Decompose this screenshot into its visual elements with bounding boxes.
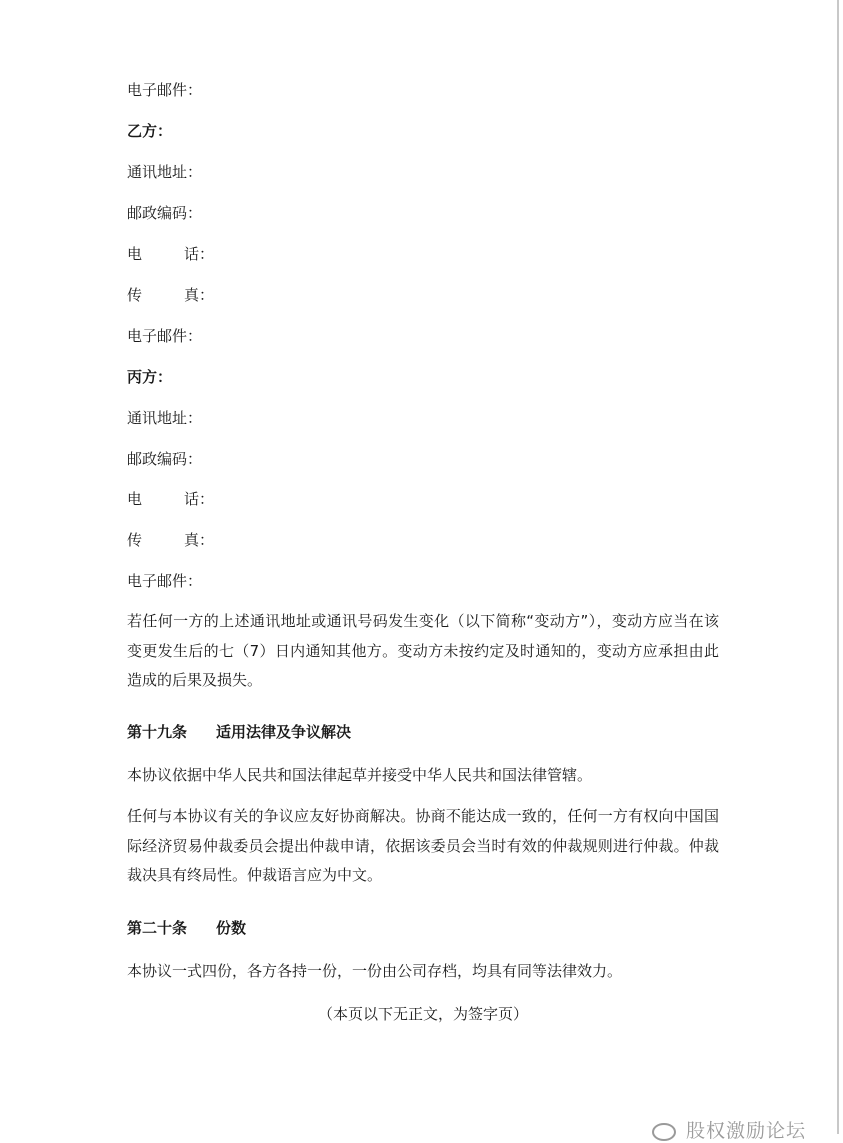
partyB-phone-char1: 电 <box>127 245 143 263</box>
partyC-fax-label <box>127 530 214 550</box>
partyC-phone-label <box>127 489 214 509</box>
partyB-postcode-label: 邮政编码： <box>127 204 203 222</box>
partyC-address-label: 通讯地址： <box>127 409 203 427</box>
partyB-email-label: 电子邮件： <box>127 327 203 345</box>
article-19-heading <box>127 722 351 742</box>
article-19-title: 适用法律及争议解决 <box>216 723 352 741</box>
partyA-email-label: 电子邮件： <box>127 81 203 99</box>
article-19-number: 第十九条 <box>127 723 188 741</box>
partyB-phone-char2: 话： <box>184 245 215 263</box>
partyB-phone-label <box>127 244 214 264</box>
partyB-address-label: 通讯地址： <box>127 163 203 181</box>
partyC-title: 丙方： <box>127 368 173 386</box>
article-19-paragraph-2: 任何与本协议有关的争议应友好协商解决。协商不能达成一致的，任何一方有权向中国国际经济贸易仲裁委员会提出仲裁申请，依据该委员会当时有效的仲裁规则进行仲裁。仲裁裁决具有终局性。仲裁语言应为中文。 <box>127 807 719 884</box>
watermark <box>652 1116 806 1143</box>
partyB-fax-char1: 传 <box>127 286 143 304</box>
article-20-title: 份数 <box>216 919 247 937</box>
watermark-text: 股权激励论坛 <box>686 1120 807 1142</box>
wechat-icon <box>652 1123 676 1141</box>
partyB-fax-char2: 真： <box>184 286 215 304</box>
partyC-fax-char1: 传 <box>127 531 143 549</box>
partyC-email-label: 电子邮件： <box>127 572 203 590</box>
partyB-fax-label <box>127 285 214 305</box>
article-19-paragraph-1: 本协议依据中华人民共和国法律起草并接受中华人民共和国法律管辖。 <box>127 766 593 784</box>
end-of-text-note: （本页以下无正文，为签字页） <box>317 1005 528 1023</box>
page-edge <box>837 0 839 1134</box>
change-notice-paragraph: 若任何一方的上述通讯地址或通讯号码发生变化（以下简称“变动方”），变动方应当在该变更发生后的七（7）日内通知其他方。变动方未按约定及时通知的，变动方应承担由此造成的后果及损失。 <box>127 612 719 689</box>
partyC-postcode-label: 邮政编码： <box>127 450 203 468</box>
article-20-heading <box>127 918 246 938</box>
partyB-title: 乙方： <box>127 122 173 140</box>
partyC-fax-char2: 真： <box>184 531 215 549</box>
article-20-number: 第二十条 <box>127 919 188 937</box>
partyC-phone-char1: 电 <box>127 490 143 508</box>
article-20-paragraph-1: 本协议一式四份，各方各持一份，一份由公司存档，均具有同等法律效力。 <box>127 962 623 980</box>
partyC-phone-char2: 话： <box>184 490 215 508</box>
